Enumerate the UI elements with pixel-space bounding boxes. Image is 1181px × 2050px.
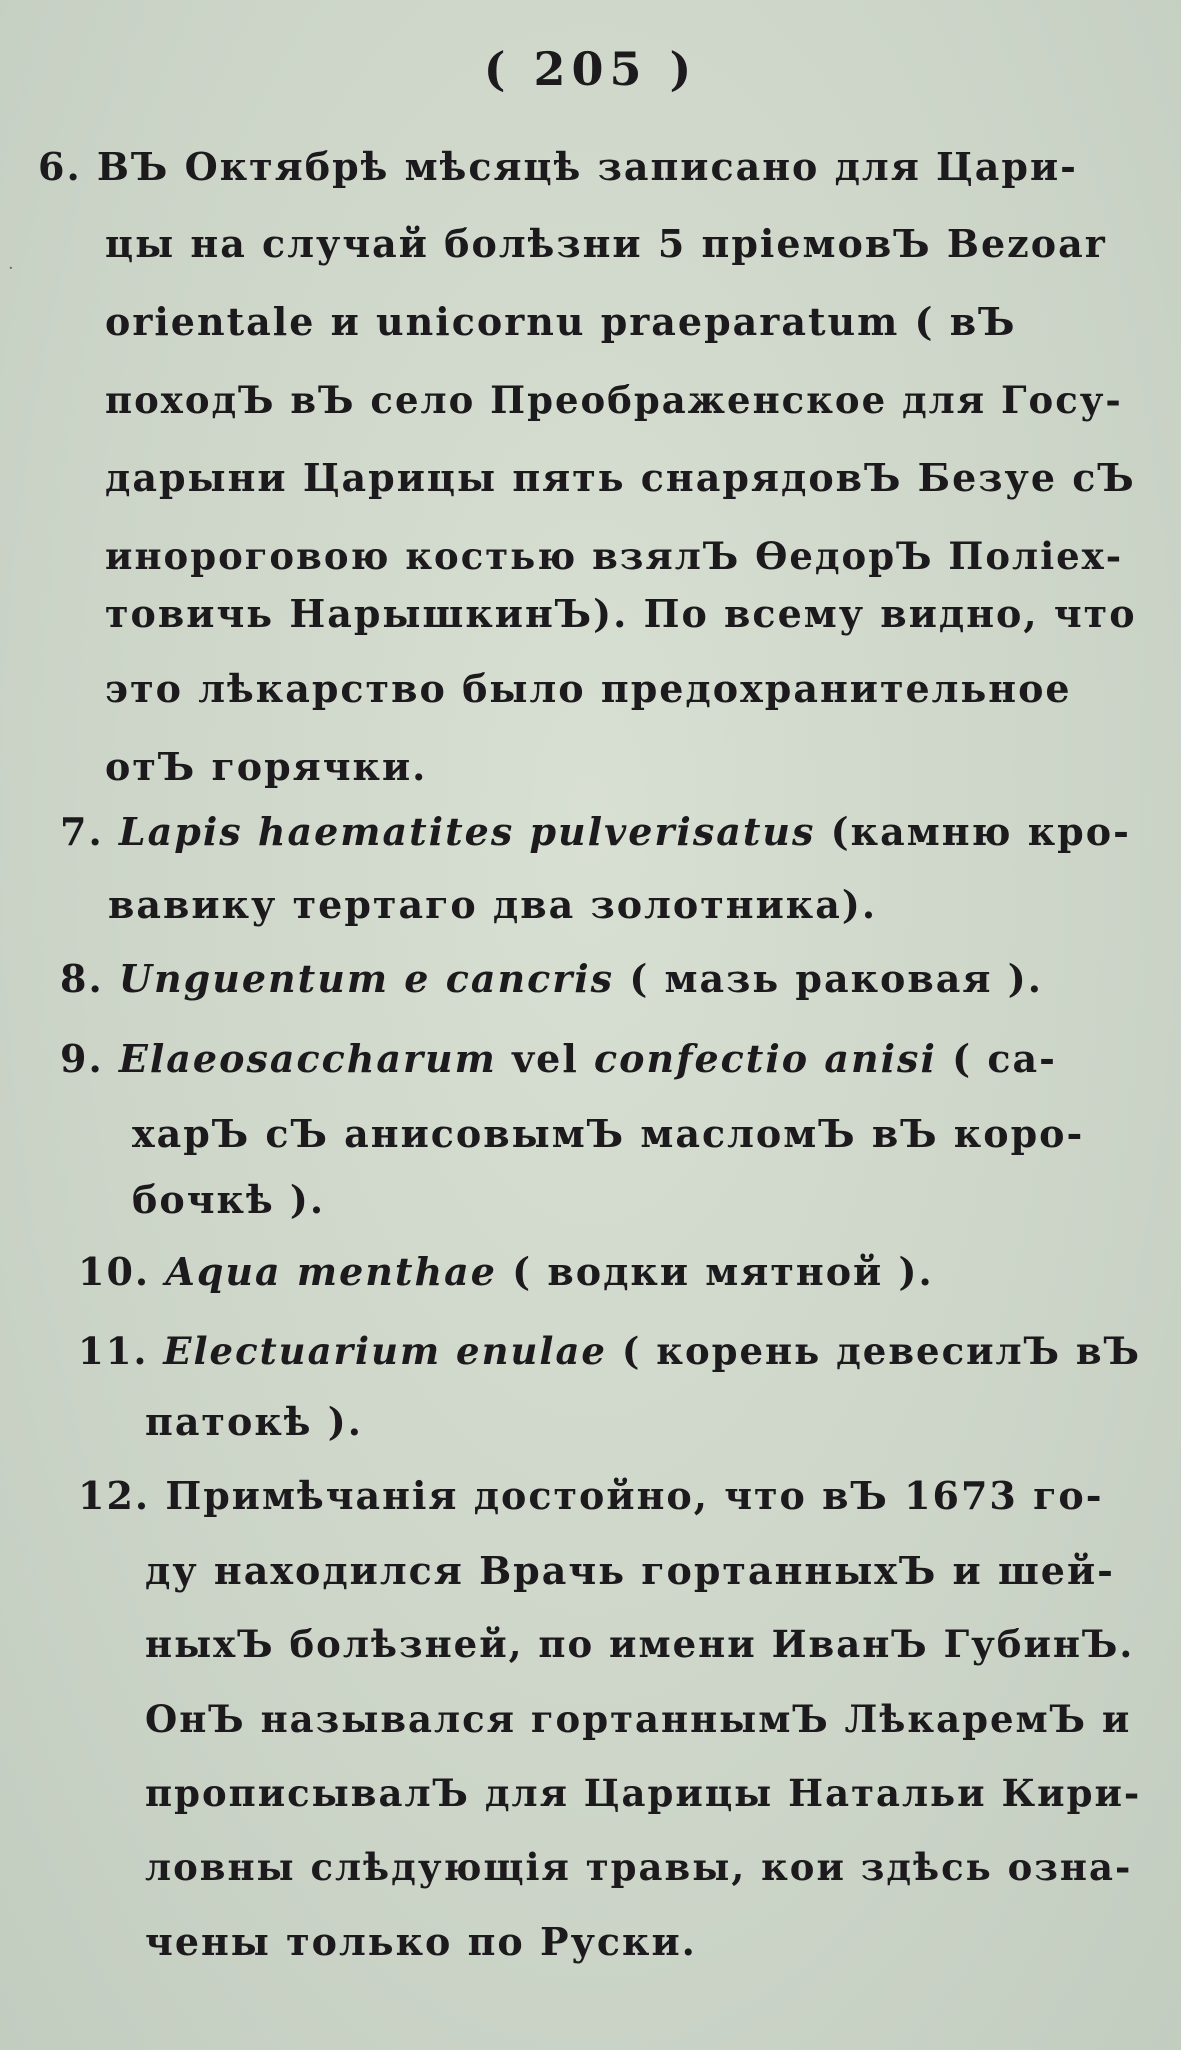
entry-6-line-1: 6. ВЪ Октябрѣ мѣсяцѣ записано для Цари- [38, 144, 1078, 189]
entry-9-latin-2: confectio anisi [594, 1036, 937, 1081]
entry-12-line-3: ныхЪ болѣзней, по имени ИванЪ ГубинЪ. [145, 1622, 1135, 1666]
entry-11-russian: ( корень девесилЪ вЪ [621, 1329, 1142, 1373]
entry-6-line-4: походЪ вЪ село Преображенское для Госу- [105, 378, 1123, 422]
entry-7-russian: (камню кро- [830, 809, 1131, 854]
entry-9-line-3: бочкѣ ). [132, 1177, 326, 1222]
entry-9-russian: ( са- [952, 1036, 1057, 1081]
entry-6-line-7: товичь НарышкинЪ). По всему видно, что [105, 591, 1137, 636]
entry-6-line-5: дарыни Царицы пять снарядовЪ Безуе сЪ [105, 455, 1136, 500]
entry-10-russian: ( водки мятной ). [512, 1249, 934, 1294]
entry-6-line-6: инороговою костью взялЪ ѲедорЪ Поліех- [105, 534, 1124, 578]
entry-11-line-1 [78, 1329, 1141, 1373]
margin-speck: · [8, 258, 14, 279]
entry-6-line-3: orientale и unicornu praeparatum ( вЪ [105, 299, 1017, 344]
entry-6-line-2: цы на случай болѣзни 5 пріемовЪ Bezoar [105, 221, 1107, 266]
entry-9-line-1 [60, 1037, 1057, 1081]
entry-10-latin: Aqua menthae [165, 1249, 497, 1294]
entry-11-number: 11. [78, 1329, 149, 1373]
page-number: ( 205 ) [483, 42, 698, 96]
entry-8-line-1 [60, 957, 1043, 1001]
entry-9-middle: vel [512, 1036, 579, 1081]
entry-12-line-7: чены только по Руски. [145, 1919, 697, 1964]
entry-8-latin: Unguentum e cancris [118, 956, 615, 1001]
entry-8-russian: ( мазь раковая ). [629, 956, 1043, 1001]
entry-9-latin: Elaeosaccharum [118, 1036, 497, 1081]
entry-7-line-1 [60, 810, 1131, 854]
entry-12-line-5: прописывалЪ для Царицы Натальи Кири- [145, 1771, 1142, 1815]
entry-10-number: 10. [78, 1249, 151, 1294]
entry-7-number: 7. [60, 809, 104, 854]
entry-6-line-8: это лѣкарство было предохранительное [105, 666, 1072, 711]
entry-11-latin: Electuarium enulae [163, 1329, 607, 1373]
entry-12-line-6: ловны слѣдующія травы, кои здѣсь озна- [145, 1845, 1133, 1889]
entry-12-line-1: 12. Примѣчанія достойно, что вЪ 1673 го- [78, 1473, 1104, 1518]
entry-12-line-2: ду находился Врачь гортанныхЪ и шей- [145, 1548, 1115, 1593]
entry-8-number: 8. [60, 956, 104, 1001]
entry-10-line-1 [78, 1250, 934, 1294]
entry-7-latin: Lapis haematites pulverisatus [118, 809, 816, 854]
entry-6-line-9: отЪ горячки. [105, 744, 428, 789]
entry-11-line-2: патокѣ ). [145, 1399, 363, 1444]
entry-9-line-2: харЪ сЪ анисовымЪ масломЪ вЪ коро- [132, 1111, 1085, 1156]
entry-12-line-4: ОнЪ назывался гортаннымЪ ЛѣкаремЪ и [145, 1697, 1132, 1741]
entry-9-number: 9. [60, 1036, 104, 1081]
entry-7-line-2: вавику тертаго два золотника). [108, 882, 878, 927]
